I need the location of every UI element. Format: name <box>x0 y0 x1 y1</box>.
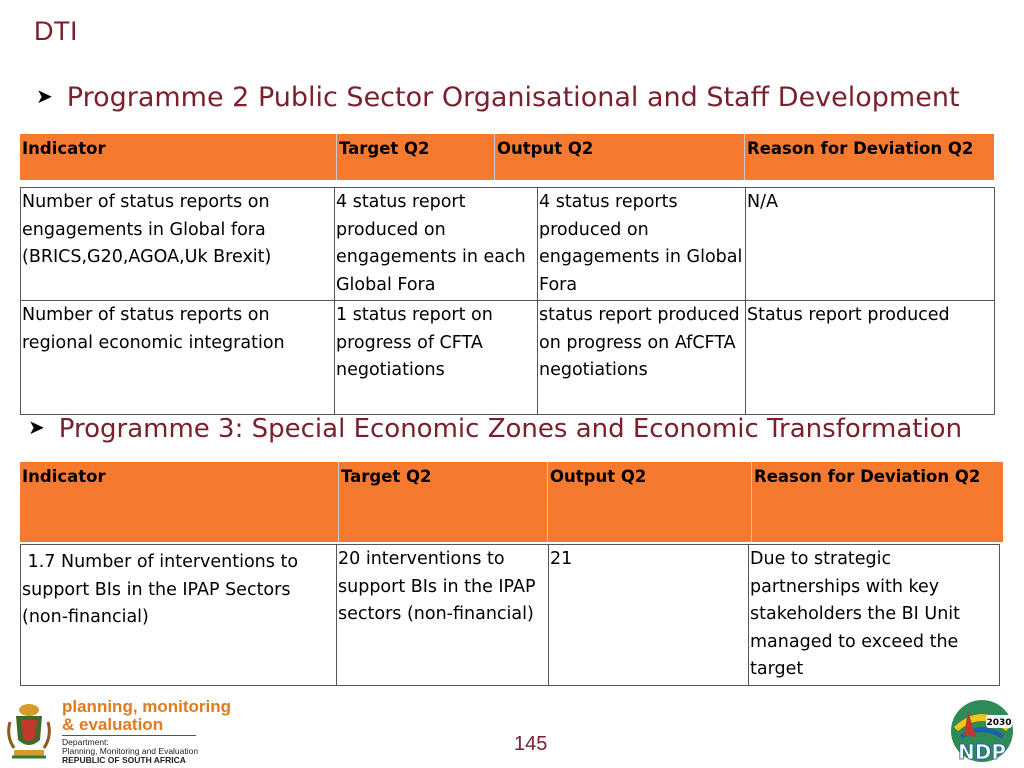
output-cell: status report produced on progress on AfCFTA negotiations <box>538 301 746 415</box>
target-cell: 1 status report on progress of CFTA negotiations <box>335 301 538 415</box>
table-row <box>21 188 995 301</box>
reason-cell: N/A <box>746 188 995 301</box>
header-output: Output Q2 <box>547 462 751 542</box>
ndp-year: 2030 <box>986 718 1012 728</box>
country-name: REPUBLIC OF SOUTH AFRICA <box>62 755 186 765</box>
reason-cell: Status report produced <box>746 301 995 415</box>
page-number: 145 <box>514 733 548 755</box>
ndp-label: NDP <box>958 740 1006 764</box>
programme-2-heading <box>36 82 960 113</box>
slide-title: DTI <box>34 16 78 46</box>
pme-logo-line1: planning, monitoring <box>62 697 232 716</box>
header-target: Target Q2 <box>336 134 494 180</box>
programme-3-header <box>20 462 1003 542</box>
programme-2-header <box>20 134 994 180</box>
indicator-cell: Number of status reports on engagements in Global fora (BRICS,G20,AGOA,Uk Brexit) <box>21 188 335 301</box>
target-cell: 20 interventions to support BIs in the IPAP sectors (non-financial) <box>337 545 549 686</box>
coat-of-arms-icon <box>4 700 54 762</box>
output-cell: 4 status reports produced on engagements in Global Fora <box>538 188 746 301</box>
arrow-bullet-icon: ➤ <box>36 84 53 108</box>
arrow-bullet-icon: ➤ <box>28 415 45 439</box>
header-output: Output Q2 <box>494 134 744 180</box>
dept-label: Department: <box>62 737 109 747</box>
reason-cell: Due to strategic partnerships with key stakeholders the BI Unit managed to exceed the target <box>749 545 1000 686</box>
logo-divider <box>62 735 196 736</box>
programme-3-heading-text: Programme 3: Special Economic Zones and Economic Transformation <box>58 414 963 444</box>
programme-3-table <box>20 544 1000 686</box>
table-row <box>21 545 1000 686</box>
header-reason: Reason for Deviation Q2 <box>744 134 994 180</box>
indicator-cell: 1.7 Number of interventions to support BIs in the IPAP Sectors (non-financial) <box>21 545 337 686</box>
target-cell: 4 status report produced on engagements in each Global Fora <box>335 188 538 301</box>
programme-3-heading <box>28 414 962 444</box>
header-indicator: Indicator <box>22 467 106 486</box>
header-target: Target Q2 <box>338 462 547 542</box>
programme-2-table <box>20 187 995 415</box>
ndp-logo-icon <box>946 697 1018 765</box>
output-cell: 21 <box>549 545 749 686</box>
header-reason: Reason for Deviation Q2 <box>751 462 1003 542</box>
programme-2-heading-text: Programme 2 Public Sector Organisational and Staff Development <box>66 82 960 113</box>
table-row <box>21 301 995 415</box>
header-indicator: Indicator <box>22 139 106 158</box>
indicator-cell: Number of status reports on regional economic integration <box>21 301 335 415</box>
dept-name: Planning, Monitoring and Evaluation <box>62 746 199 756</box>
pme-logo-line2: & evaluation <box>62 715 164 734</box>
